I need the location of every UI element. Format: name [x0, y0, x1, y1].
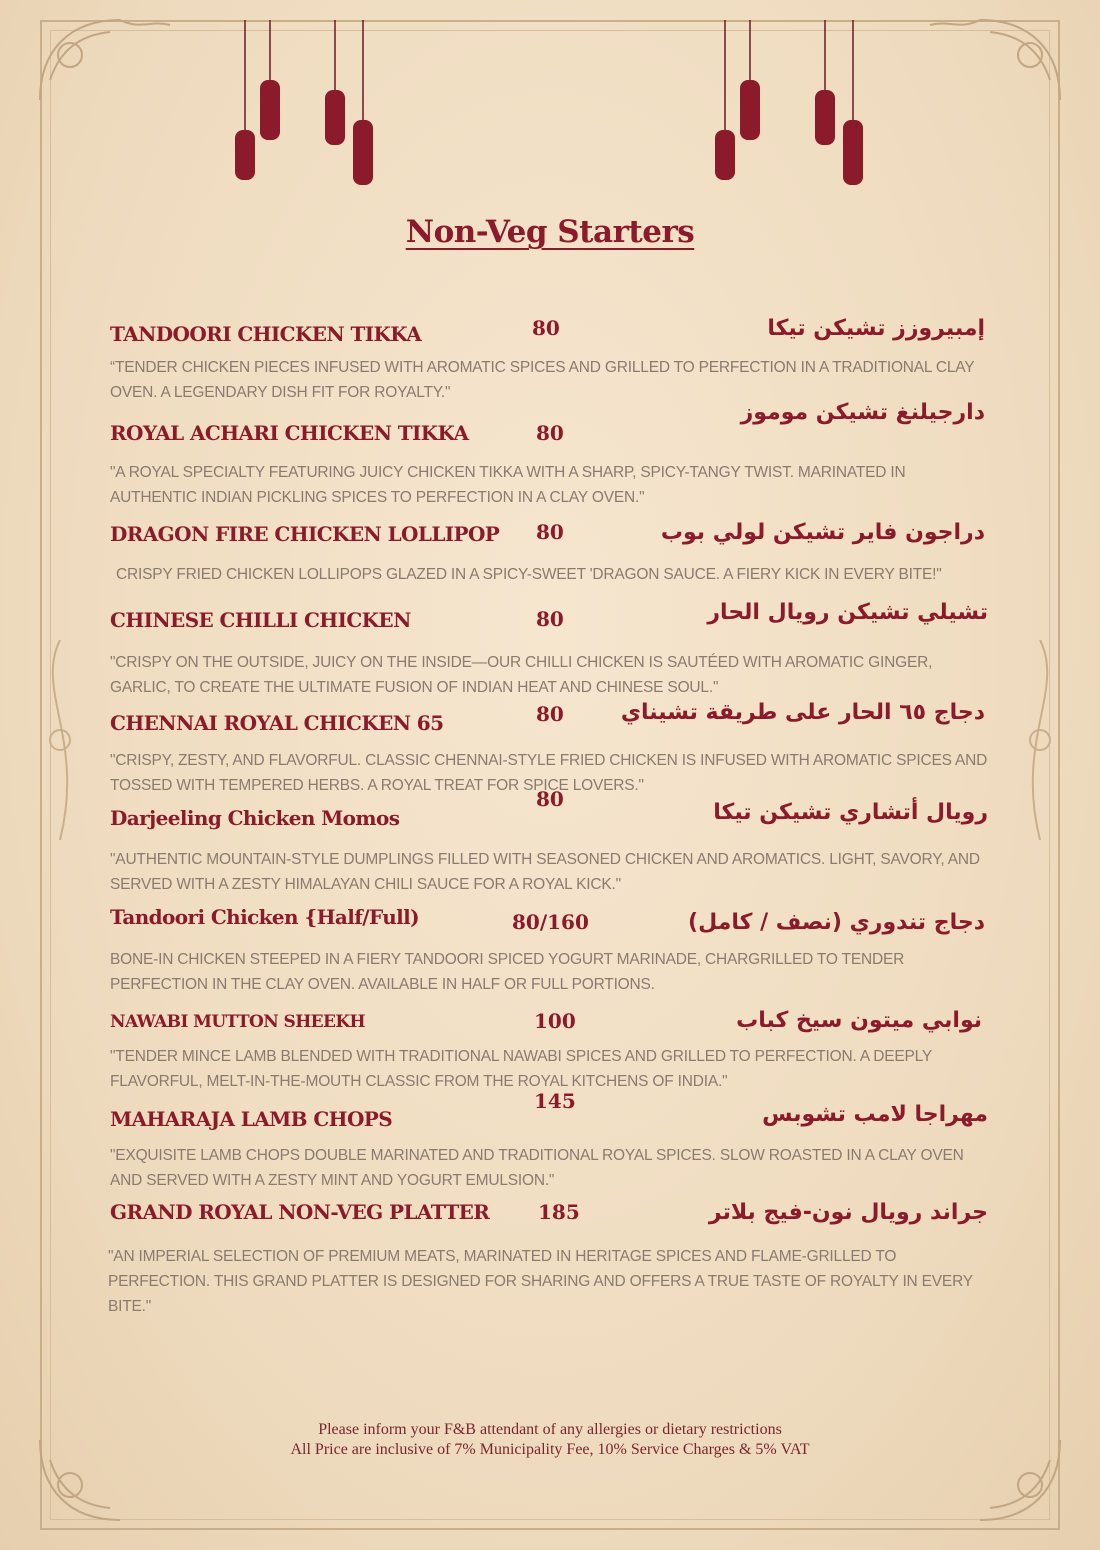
item-name: CHINESE CHILLI CHICKEN [110, 608, 411, 632]
item-price: 80 [536, 607, 564, 631]
item-arabic-name: دجاج ٦٥ الحار على طريقة تشيناي [620, 700, 985, 725]
footer-note [0, 1420, 1100, 1460]
hanging-lanterns-right-icon [705, 20, 865, 200]
item-description: "TENDER MINCE LAMB BLENDED WITH TRADITIONAL NAWABI SPICES AND GRILLED TO PERFECTION. A DEEPLY FLAVORFUL, MELT-IN-THE-MOUTH CLASSIC FROM THE ROYAL KITCHENS OF INDIA." [110, 1048, 932, 1090]
item-arabic-name: إمبيروزز تشيكن تيكا [767, 316, 985, 341]
item-price: 80 [536, 520, 564, 544]
item-name: TANDOORI CHICKEN TIKKA [110, 322, 422, 346]
item-description: “TENDER CHICKEN PIECES INFUSED WITH AROMATIC SPICES AND GRILLED TO PERFECTION IN A TRADITIONAL CLAY OVEN. A LEGENDARY DISH FIT FOR ROYALTY." [110, 359, 975, 401]
item-arabic-name: مهراجا لامب تشوبس [762, 1102, 988, 1127]
item-name: NAWABI MUTTON SHEEKH [110, 1012, 366, 1032]
side-ornament-left-icon [30, 640, 90, 840]
item-arabic-name: دجاج تندوري (نصف / كامل) [688, 910, 985, 935]
side-ornament-right-icon [1010, 640, 1070, 840]
item-name: ROYAL ACHARI CHICKEN TIKKA [110, 421, 469, 445]
item-name: Darjeeling Chicken Momos [110, 806, 400, 830]
item-arabic-name: تشيلي تشيكن رويال الحار [707, 600, 988, 625]
item-price: 185 [538, 1200, 580, 1224]
item-price: 80 [536, 787, 564, 811]
item-description: "AUTHENTIC MOUNTAIN-STYLE DUMPLINGS FILLED WITH SEASONED CHICKEN AND AROMATICS. LIGHT, SAVORY, AND SERVED WITH A ZESTY HIMALAYAN CHILI SAUCE FOR A ROYAL KICK." [110, 851, 980, 893]
item-name: CHENNAI ROYAL CHICKEN 65 [110, 711, 444, 735]
corner-ornament-top-right-icon [920, 10, 1070, 120]
item-price: 80 [532, 316, 560, 340]
item-description: "CRISPY ON THE OUTSIDE, JUICY ON THE INSIDE—OUR CHILLI CHICKEN IS SAUTÉED WITH AROMATIC GINGER, GARLIC, TO CREATE THE ULTIMATE FUSION OF INDIAN HEAT AND CHINESE SOUL." [110, 654, 933, 696]
footer-price-note: All Price are inclusive of 7% Municipality Fee, 10% Service Charges & 5% VAT [290, 1441, 810, 1458]
item-price: 80 [536, 421, 564, 445]
item-description: BONE-IN CHICKEN STEEPED IN A FIERY TANDOORI SPICED YOGURT MARINADE, CHARGRILLED TO TENDER PERFECTION IN THE CLAY OVEN. AVAILABLE IN HALF OR FULL PORTIONS. [110, 951, 905, 993]
item-description: CRISPY FRIED CHICKEN LOLLIPOPS GLAZED IN A SPICY-SWEET 'DRAGON SAUCE. A FIERY KICK IN EVERY BITE!" [116, 566, 942, 583]
item-arabic-name: رويال أتشاري تشيكن تيكا [713, 800, 988, 825]
item-arabic-name: دراجون فاير تشيكن لولي بوب [660, 520, 985, 545]
footer-allergy-note: Please inform your F&B attendant of any allergies or dietary restrictions [318, 1421, 782, 1438]
item-price: 100 [534, 1009, 576, 1033]
item-description: "AN IMPERIAL SELECTION OF PREMIUM MEATS, MARINATED IN HERITAGE SPICES AND FLAME-GRILLED TO PERFECTION. THIS GRAND PLATTER IS DESIGNED FOR SHARING AND OFFERS A TRUE TASTE OF ROYALTY IN EVERY BITE." [108, 1248, 973, 1315]
item-price: 80/160 [512, 910, 589, 934]
item-name: DRAGON FIRE CHICKEN LOLLIPOP [110, 522, 500, 546]
corner-ornament-top-left-icon [30, 10, 180, 120]
page-title: Non-Veg Starters [405, 214, 695, 250]
item-price: 145 [534, 1089, 576, 1113]
item-description: "A ROYAL SPECIALTY FEATURING JUICY CHICKEN TIKKA WITH A SHARP, SPICY-TANGY TWIST. MARINATED IN AUTHENTIC INDIAN PICKLING SPICES TO PERFECTION IN A CLAY OVEN." [110, 464, 906, 506]
item-arabic-name: دارجيلنغ تشيكن موموز [740, 400, 985, 425]
item-price: 80 [536, 702, 564, 726]
item-arabic-name: جراند رويال نون-فيج بلاتر [708, 1200, 988, 1225]
item-description: "EXQUISITE LAMB CHOPS DOUBLE MARINATED AND TRADITIONAL ROYAL SPICES. SLOW ROASTED IN A CLAY OVEN AND SERVED WITH A ZESTY MINT AND YOGURT EMULSION." [110, 1147, 964, 1189]
item-name: MAHARAJA LAMB CHOPS [110, 1107, 393, 1131]
hanging-lanterns-left-icon [225, 20, 385, 200]
item-description: "CRISPY, ZESTY, AND FLAVORFUL. CLASSIC CHENNAI-STYLE FRIED CHICKEN IS INFUSED WITH AROMATIC SPICES AND TOSSED WITH TEMPERED HERBS. A ROYAL TREAT FOR SPICE LOVERS." [110, 752, 988, 794]
item-arabic-name: نوابي ميتون سيخ كباب [736, 1008, 982, 1033]
item-name: Tandoori Chicken {Half/Full) [110, 905, 420, 929]
item-name: GRAND ROYAL NON-VEG PLATTER [110, 1200, 490, 1224]
